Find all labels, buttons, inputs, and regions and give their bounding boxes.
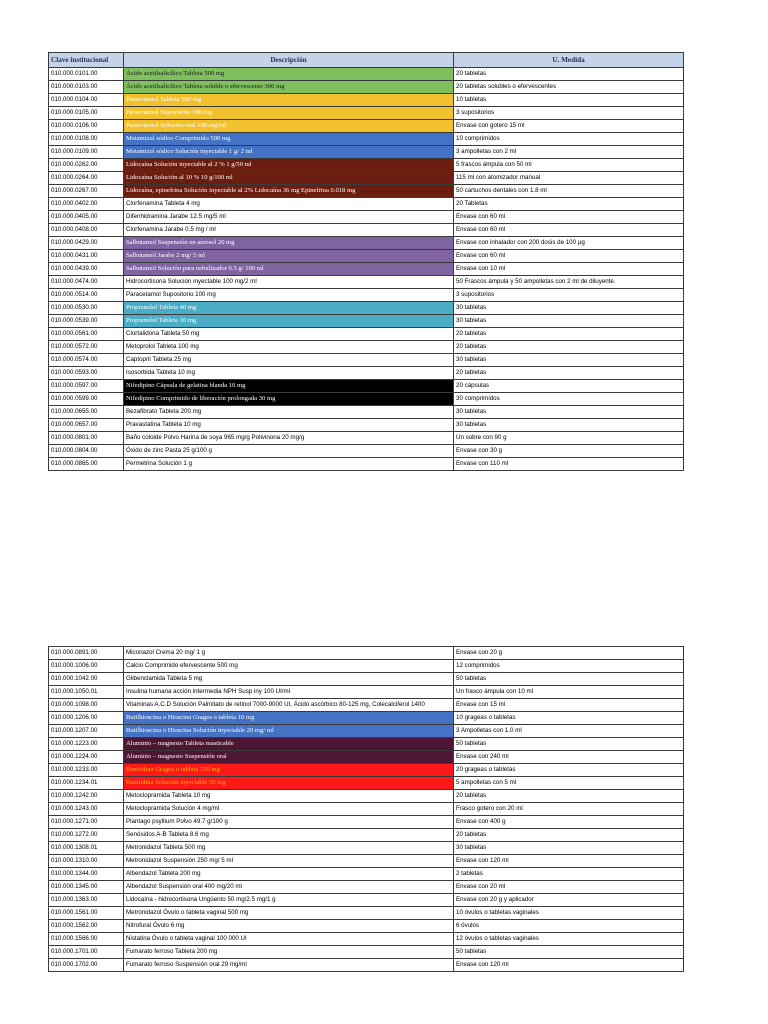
table-row bbox=[49, 445, 684, 458]
clave-cell: 010.000.1344.00 bbox=[49, 868, 124, 881]
medida-cell: 3 supositorios bbox=[454, 107, 684, 120]
table-row bbox=[49, 419, 684, 432]
clave-cell: 010.000.0103.00 bbox=[49, 81, 124, 94]
descripcion-cell: Pravastatina Tableta 10 mg bbox=[124, 419, 454, 432]
medida-cell: 10 comprimidos bbox=[454, 133, 684, 146]
clave-cell: 010.000.1207.00 bbox=[49, 725, 124, 738]
table-row bbox=[49, 907, 684, 920]
table-row bbox=[49, 406, 684, 419]
table-row bbox=[49, 946, 684, 959]
clave-cell: 010.000.1224.00 bbox=[49, 751, 124, 764]
medida-cell: Envase con inhalador con 200 dosis de 100 µg bbox=[454, 237, 684, 250]
table-row bbox=[49, 777, 684, 790]
descripcion-cell: Bezafibrato Tableta 200 mg bbox=[124, 406, 454, 419]
descripcion-cell: Lidocaína Solución al 10 % 10 g/100 ml bbox=[124, 172, 454, 185]
medida-cell: 20 tabletas bbox=[454, 341, 684, 354]
table-row bbox=[49, 816, 684, 829]
header-clave: Clave institucional bbox=[49, 53, 124, 68]
medida-cell: Envase con 400 g bbox=[454, 816, 684, 829]
clave-cell: 010.000.1206.00 bbox=[49, 712, 124, 725]
table-row bbox=[49, 725, 684, 738]
table-1-body bbox=[49, 68, 684, 471]
table-row bbox=[49, 803, 684, 816]
table-row bbox=[49, 94, 684, 107]
descripcion-cell: Metoprolol Tableta 100 mg bbox=[124, 341, 454, 354]
medida-cell: 20 cápsulas bbox=[454, 380, 684, 393]
table-row bbox=[49, 458, 684, 471]
table-row bbox=[49, 393, 684, 406]
descripcion-cell: Fumarato ferroso Tableta 200 mg bbox=[124, 946, 454, 959]
clave-cell: 010.000.1050.01 bbox=[49, 686, 124, 699]
table-row bbox=[49, 894, 684, 907]
table-row bbox=[49, 81, 684, 94]
medida-cell: 50 tabletas bbox=[454, 946, 684, 959]
table-row bbox=[49, 959, 684, 972]
table-row bbox=[49, 68, 684, 81]
table-row bbox=[49, 263, 684, 276]
descripcion-cell: Paracetamol Supositorio 300 mg bbox=[124, 107, 454, 120]
medida-cell: 3 Ampolletas con 1.0 ml bbox=[454, 725, 684, 738]
medida-cell: Envase con 60 ml bbox=[454, 211, 684, 224]
table-row bbox=[49, 842, 684, 855]
clave-cell: 010.000.0431.00 bbox=[49, 250, 124, 263]
medida-cell: 30 tabletas bbox=[454, 406, 684, 419]
descripcion-cell: Permetrina Solución 1 g bbox=[124, 458, 454, 471]
medida-cell: 115 ml con atomizador manual bbox=[454, 172, 684, 185]
clave-cell: 010.000.0574.00 bbox=[49, 354, 124, 367]
descripcion-cell: Lidocaína Solución inyectable al 2 % 1 g/50 ml bbox=[124, 159, 454, 172]
clave-cell: 010.000.1006.00 bbox=[49, 660, 124, 673]
table-row bbox=[49, 237, 684, 250]
table-row bbox=[49, 172, 684, 185]
table-row bbox=[49, 699, 684, 712]
medida-cell: 50 tabletas bbox=[454, 738, 684, 751]
medida-cell: 3 supositorios bbox=[454, 289, 684, 302]
medida-cell: 20 tabletas bbox=[454, 367, 684, 380]
table-row bbox=[49, 289, 684, 302]
clave-cell: 010.000.0474.00 bbox=[49, 276, 124, 289]
clave-cell: 010.000.1702.00 bbox=[49, 959, 124, 972]
descripcion-cell: Albendazol Tableta 200 mg bbox=[124, 868, 454, 881]
clave-cell: 010.000.0101.00 bbox=[49, 68, 124, 81]
descripcion-cell: Salbutamol Suspensión en aerosol 20 mg bbox=[124, 237, 454, 250]
medida-cell: Envase con 15 ml bbox=[454, 699, 684, 712]
medida-cell: Envase con 60 ml bbox=[454, 224, 684, 237]
descripcion-cell: Fumarato ferroso Suspensión oral 29 mg/ml bbox=[124, 959, 454, 972]
clave-cell: 010.000.0891.00 bbox=[49, 647, 124, 660]
clave-cell: 010.000.1042.00 bbox=[49, 673, 124, 686]
descripcion-cell: Ranitidina Solución inyectable 50 mg bbox=[124, 777, 454, 790]
clave-cell: 010.000.0264.00 bbox=[49, 172, 124, 185]
medida-cell: Envase con 120 ml bbox=[454, 959, 684, 972]
descripcion-cell: Hidrocortisona Solución inyectable 100 mg/2 ml bbox=[124, 276, 454, 289]
table-row bbox=[49, 738, 684, 751]
clave-cell: 010.000.0439.00 bbox=[49, 263, 124, 276]
clave-cell: 010.000.0108.00 bbox=[49, 133, 124, 146]
descripcion-cell: Glibenclamida Tableta 5 mg bbox=[124, 673, 454, 686]
descripcion-cell: Aluminio – magnesio Tableta masticable bbox=[124, 738, 454, 751]
table-row bbox=[49, 686, 684, 699]
clave-cell: 010.000.0865.00 bbox=[49, 458, 124, 471]
medida-cell: Envase con 10 ml bbox=[454, 263, 684, 276]
table-row bbox=[49, 764, 684, 777]
clave-cell: 010.000.0106.00 bbox=[49, 120, 124, 133]
medida-cell: 10 grageas o tabletas bbox=[454, 712, 684, 725]
medida-cell: 20 tabletas bbox=[454, 68, 684, 81]
medida-cell: 30 tabletas bbox=[454, 315, 684, 328]
clave-cell: 010.000.1234.01 bbox=[49, 777, 124, 790]
clave-cell: 010.000.1223.00 bbox=[49, 738, 124, 751]
table-row bbox=[49, 328, 684, 341]
descripcion-cell: Captopril Tableta 25 mg bbox=[124, 354, 454, 367]
clave-cell: 010.000.1271.00 bbox=[49, 816, 124, 829]
table-row bbox=[49, 250, 684, 263]
descripcion-cell: Clortalidona Tableta 50 mg bbox=[124, 328, 454, 341]
table-row bbox=[49, 146, 684, 159]
clave-cell: 010.000.0262.00 bbox=[49, 159, 124, 172]
descripcion-cell: Paracetamol Supositorio 100 mg bbox=[124, 289, 454, 302]
clave-cell: 010.000.0804.00 bbox=[49, 445, 124, 458]
descripcion-cell: Metoclopramida Tableta 10 mg bbox=[124, 790, 454, 803]
clave-cell: 010.000.1701.00 bbox=[49, 946, 124, 959]
table-row bbox=[49, 712, 684, 725]
table-row bbox=[49, 790, 684, 803]
clave-cell: 010.000.1562.00 bbox=[49, 920, 124, 933]
descripcion-cell: Nitrofural Óvulo 6 mg bbox=[124, 920, 454, 933]
descripcion-cell: Metoclopramida Solución 4 mg/ml bbox=[124, 803, 454, 816]
table-row bbox=[49, 211, 684, 224]
descripcion-cell: Metronidazol Tableta 500 mg bbox=[124, 842, 454, 855]
clave-cell: 010.000.0572.00 bbox=[49, 341, 124, 354]
clave-cell: 010.000.0405.00 bbox=[49, 211, 124, 224]
table-row bbox=[49, 647, 684, 660]
clave-cell: 010.000.1566.00 bbox=[49, 933, 124, 946]
clave-cell: 010.000.0105.00 bbox=[49, 107, 124, 120]
descripcion-cell: Metronidazol Óvulo o tableta vaginal 500 mg bbox=[124, 907, 454, 920]
medida-cell: 6 óvulos bbox=[454, 920, 684, 933]
medida-cell: 30 tabletas bbox=[454, 354, 684, 367]
clave-cell: 010.000.0655.00 bbox=[49, 406, 124, 419]
clave-cell: 010.000.0657.00 bbox=[49, 419, 124, 432]
descripcion-cell: Vitaminas A.C.D Solución Palmitato de retinol 7000-9000 UI, Ácido ascórbico 80-125 mg, Colecalciferol 1400 bbox=[124, 699, 454, 712]
medida-cell: Un sobre con 90 g bbox=[454, 432, 684, 445]
medida-cell: 5 ampolletas con 5 ml bbox=[454, 777, 684, 790]
clave-cell: 010.000.1098.00 bbox=[49, 699, 124, 712]
medida-cell: 10 tabletas bbox=[454, 94, 684, 107]
table-row bbox=[49, 159, 684, 172]
descripcion-cell: Nifedipino Comprimido de liberación prolongada 30 mg bbox=[124, 393, 454, 406]
table-row bbox=[49, 107, 684, 120]
clave-cell: 010.000.0597.00 bbox=[49, 380, 124, 393]
clave-cell: 010.000.1308.01 bbox=[49, 842, 124, 855]
medida-cell: 20 tabletas bbox=[454, 829, 684, 842]
medida-cell: Envase con 60 ml bbox=[454, 250, 684, 263]
medida-cell: Envase con 30 g bbox=[454, 445, 684, 458]
descripcion-cell: Calcio Comprimido efervescente 500 mg bbox=[124, 660, 454, 673]
clave-cell: 010.000.0408.00 bbox=[49, 224, 124, 237]
table-row bbox=[49, 673, 684, 686]
descripcion-cell: Óxido de zinc Pasta 25 g/100 g bbox=[124, 445, 454, 458]
table-row bbox=[49, 933, 684, 946]
clave-cell: 010.000.0801.00 bbox=[49, 432, 124, 445]
medida-cell: 20 Tabletas bbox=[454, 198, 684, 211]
table-row bbox=[49, 432, 684, 445]
medida-cell: Envase con 240 ml bbox=[454, 751, 684, 764]
descripcion-cell: Butilhioscina o Hioscina Solución inyectable 20 mg/ ml bbox=[124, 725, 454, 738]
medida-cell: 30 tabletas bbox=[454, 419, 684, 432]
clave-cell: 010.000.0402.00 bbox=[49, 198, 124, 211]
table-row bbox=[49, 380, 684, 393]
clave-cell: 010.000.1243.00 bbox=[49, 803, 124, 816]
descripcion-cell: Difenhidramina Jarabe 12.5 mg/5 ml bbox=[124, 211, 454, 224]
table-row bbox=[49, 315, 684, 328]
clave-cell: 010.000.1272.00 bbox=[49, 829, 124, 842]
medida-cell: 50 cartuchos dentales con 1.8 ml bbox=[454, 185, 684, 198]
clave-cell: 010.000.0561.00 bbox=[49, 328, 124, 341]
clave-cell: 010.000.1363.00 bbox=[49, 894, 124, 907]
medida-cell: Frasco gotero con 20 ml bbox=[454, 803, 684, 816]
clave-cell: 010.000.0593.00 bbox=[49, 367, 124, 380]
medida-cell: 20 tabletas bbox=[454, 790, 684, 803]
table-row bbox=[49, 920, 684, 933]
descripcion-cell: Ácido acetilsalicílico Tableta 500 mg bbox=[124, 68, 454, 81]
table-2-body bbox=[49, 647, 684, 972]
descripcion-cell: Propranolol Tableta 10 mg bbox=[124, 315, 454, 328]
table-row bbox=[49, 302, 684, 315]
descripcion-cell: Metamizol sódico Comprimido 500 mg bbox=[124, 133, 454, 146]
medida-cell: Envase con gotero 15 ml bbox=[454, 120, 684, 133]
medida-cell: 10 óvulos o tabletas vaginales bbox=[454, 907, 684, 920]
medida-cell: Envase con 20 ml bbox=[454, 881, 684, 894]
medida-cell: 20 tabletas solubles o efervescentes bbox=[454, 81, 684, 94]
clave-cell: 010.000.0539.00 bbox=[49, 315, 124, 328]
table-row bbox=[49, 133, 684, 146]
clave-cell: 010.000.0530.00 bbox=[49, 302, 124, 315]
medida-cell: 12 comprimidos bbox=[454, 660, 684, 673]
medida-cell: 50 Frascos ámpula y 50 ampolletas con 2 ml de diluyente. bbox=[454, 276, 684, 289]
clave-cell: 010.000.0267.00 bbox=[49, 185, 124, 198]
medida-cell: 20 tabletas bbox=[454, 328, 684, 341]
medida-cell: Envase con 20 g bbox=[454, 647, 684, 660]
descripcion-cell: Salbutamol Solución para nebulizador 0.5 g/ 100 ml bbox=[124, 263, 454, 276]
table-row bbox=[49, 829, 684, 842]
medida-cell: 30 comprimidos bbox=[454, 393, 684, 406]
table-row bbox=[49, 198, 684, 211]
descripcion-cell: Metronidazol Suspensión 250 mg/ 5 ml bbox=[124, 855, 454, 868]
medida-cell: Un frasco ámpula con 10 ml bbox=[454, 686, 684, 699]
medida-cell: 12 óvulos o tabletas vaginales bbox=[454, 933, 684, 946]
descripcion-cell: Butilhioscina o Hioscina Gragea o tableta 10 mg bbox=[124, 712, 454, 725]
clave-cell: 010.000.1561.00 bbox=[49, 907, 124, 920]
medida-cell: Envase con 120 ml bbox=[454, 855, 684, 868]
table-row bbox=[49, 185, 684, 198]
clave-cell: 010.000.0514.00 bbox=[49, 289, 124, 302]
clave-cell: 010.000.1310.00 bbox=[49, 855, 124, 868]
descripcion-cell: Clorfenamina Jarabe 0.5 mg / ml bbox=[124, 224, 454, 237]
clave-cell: 010.000.1233.00 bbox=[49, 764, 124, 777]
table-row bbox=[49, 276, 684, 289]
descripcion-cell: Senósidos A-B Tableta 8.6 mg bbox=[124, 829, 454, 842]
descripcion-cell: Nifedipino Cápsula de gelatina blanda 10 mg bbox=[124, 380, 454, 393]
table-row bbox=[49, 881, 684, 894]
medida-cell: 30 tabletas bbox=[454, 302, 684, 315]
clave-cell: 010.000.1345.00 bbox=[49, 881, 124, 894]
descripcion-cell: Propranolol Tableta 40 mg bbox=[124, 302, 454, 315]
clave-cell: 010.000.0599.00 bbox=[49, 393, 124, 406]
clave-cell: 010.000.0109.00 bbox=[49, 146, 124, 159]
descripcion-cell: Nistatina Óvulo o tableta vaginal 100 000 UI bbox=[124, 933, 454, 946]
table-row bbox=[49, 341, 684, 354]
medida-cell: Envase con 20 g y aplicador bbox=[454, 894, 684, 907]
descripcion-cell: Paracetamol Tableta 500 mg bbox=[124, 94, 454, 107]
header-medida: U. Medida bbox=[454, 53, 684, 68]
medida-cell: 3 ampolletas con 2 ml bbox=[454, 146, 684, 159]
medida-cell: 20 grageas o tabletas bbox=[454, 764, 684, 777]
table-row bbox=[49, 855, 684, 868]
medida-cell: Envase con 110 ml bbox=[454, 458, 684, 471]
descripcion-cell: Aluminio – magnesio Suspensión oral bbox=[124, 751, 454, 764]
medication-table-2 bbox=[48, 646, 684, 972]
descripcion-cell: Lidocaína - hidrocortisona Ungüento 50 mg/2.5 mg/1 g bbox=[124, 894, 454, 907]
medication-table-1 bbox=[48, 52, 684, 471]
descripcion-cell: Plantago psyllium Polvo 49.7 g/100 g bbox=[124, 816, 454, 829]
medida-cell: 30 tabletas bbox=[454, 842, 684, 855]
table-row bbox=[49, 367, 684, 380]
descripcion-cell: Clorfenamina Tableta 4 mg bbox=[124, 198, 454, 211]
descripcion-cell: Miconazol Crema 20 mg/ 1 g bbox=[124, 647, 454, 660]
table-row bbox=[49, 354, 684, 367]
medida-cell: 2 tabletas bbox=[454, 868, 684, 881]
descripcion-cell: Albendazol Suspensión oral 400 mg/20 ml bbox=[124, 881, 454, 894]
table-row bbox=[49, 751, 684, 764]
descripcion-cell: Baño coloide Polvo Harina de soya 965 mg/g Polivinona 20 mg/g bbox=[124, 432, 454, 445]
table-row bbox=[49, 660, 684, 673]
header-descripcion: Descripción bbox=[124, 53, 454, 68]
clave-cell: 010.000.1242.00 bbox=[49, 790, 124, 803]
descripcion-cell: Lidocaína, epinefrina Solución inyectable al 2% Lidocaína 36 mg Epinefrina 0.018 mg bbox=[124, 185, 454, 198]
descripcion-cell: Paracetamol Solución oral 100 mg/ml bbox=[124, 120, 454, 133]
descripcion-cell: Metamizol sódico Solución inyectable 1 g/ 2 ml bbox=[124, 146, 454, 159]
medida-cell: 50 tabletas bbox=[454, 673, 684, 686]
table-row bbox=[49, 224, 684, 237]
descripcion-cell: Isosorbida Tableta 10 mg bbox=[124, 367, 454, 380]
table-row bbox=[49, 868, 684, 881]
clave-cell: 010.000.0429.00 bbox=[49, 237, 124, 250]
descripcion-cell: Salbutamol Jarabe 2 mg/ 5 ml bbox=[124, 250, 454, 263]
descripcion-cell: Insulina humana acción intermedia NPH Susp iny 100 UI/ml bbox=[124, 686, 454, 699]
medida-cell: 5 frascos ámpula con 50 ml bbox=[454, 159, 684, 172]
table-row bbox=[49, 120, 684, 133]
clave-cell: 010.000.0104.00 bbox=[49, 94, 124, 107]
descripcion-cell: Ácido acetilsalicílico Tableta soluble o efervescente 300 mg bbox=[124, 81, 454, 94]
descripcion-cell: Ranitidina Gragea o tableta 150 mg bbox=[124, 764, 454, 777]
header-row bbox=[49, 53, 684, 68]
